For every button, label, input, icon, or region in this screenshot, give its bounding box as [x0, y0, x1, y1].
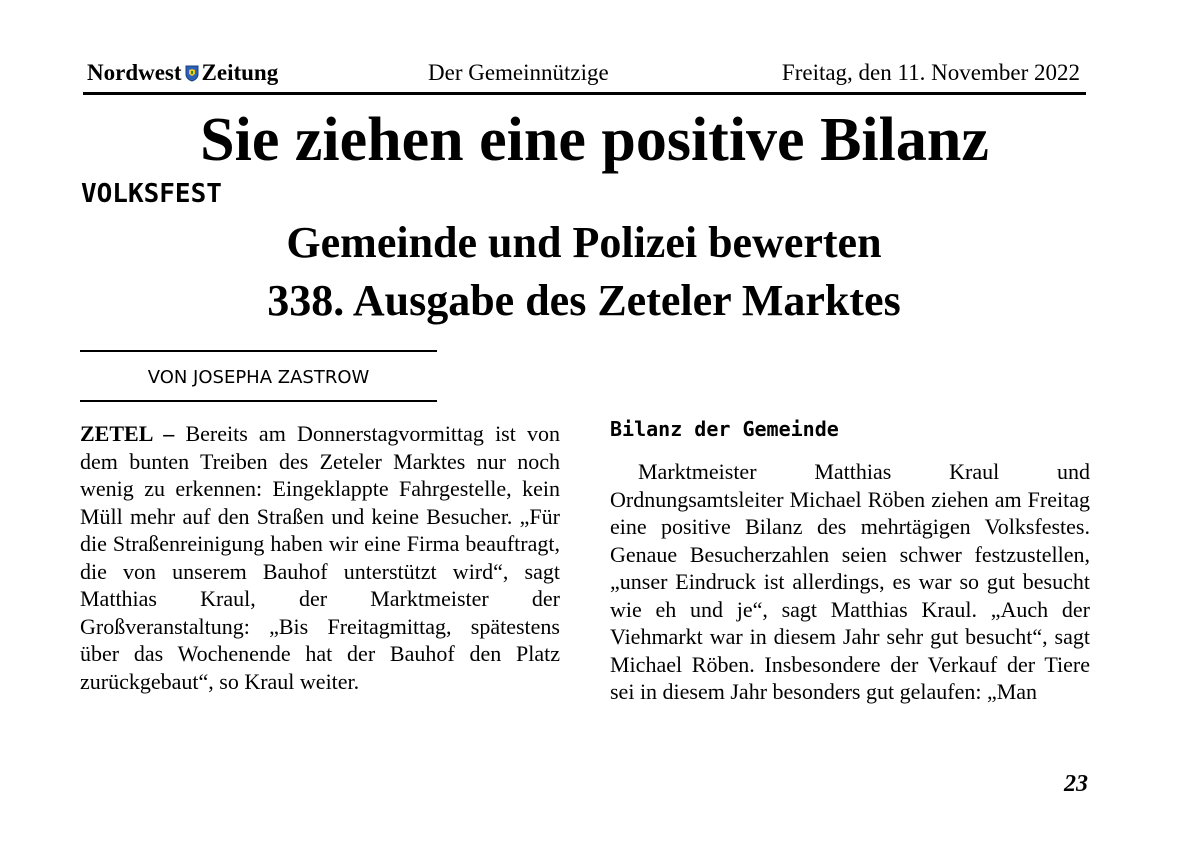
paragraph-2: Marktmeister Matthias Kraul und Ordnungsamtsleiter Michael Röben ziehen am Freitag eine positive Bilanz des mehrtägigen Volksfestes. Genaue Besucherzahlen seien schwer festzustellen, „unser Eindruck ist allerdings, es war so gut besucht wie eh und je“, sagt Matthias Kraul. „Auch der Viehmarkt war in diesem Jahr sehr gut besucht“, sagt Michael Röben. Insbesondere der Verkauf der Tiere sei in diesem Jahr besonders gut gelaufen: „Man: [610, 459, 1090, 704]
masthead: [83, 58, 1086, 95]
paragraph-1: Bereits am Donnerstagvormittag ist von dem bunten Treiben des Zeteler Marktes nur noch wenig zu erkennen: Eingeklappte Fahrgestelle, kein Müll mehr auf den Straßen und keine Besucher. „Für die Straßenreinigung haben wir eine Firma beauftragt, die von unserem Bauhof unterstützt wird“, sagt Matthias Kraul, der Marktmeister der Großveranstaltung: „Bis Freitagmittag, spätestens über das Wochenende hat der Bauhof den Platz zurückgebaut“, so Kraul weiter.: [80, 421, 561, 694]
issue-date: Freitag, den 11. November 2022: [781, 60, 1080, 85]
subheadline-line-1: Gemeinde und Polizei bewerten: [286, 218, 882, 267]
newspaper-name-right: Zeitung: [201, 60, 279, 85]
headline: Sie ziehen eine positive Bilanz: [200, 106, 989, 174]
byline: VON JOSEPHA ZASTROW: [147, 367, 370, 388]
newspaper-name: [87, 60, 278, 86]
page-number: 23: [1064, 771, 1088, 797]
byline-box: [80, 350, 437, 402]
kicker: VOLKSFEST: [81, 179, 222, 209]
coat-of-arms-icon: [185, 65, 199, 82]
section-heading: Bilanz der Gemeinde: [610, 417, 839, 441]
article-column-2: [610, 458, 1090, 706]
dateline: ZETEL –: [80, 421, 175, 446]
section-name: Der Gemeinnützige: [428, 60, 609, 85]
article-column-1: [80, 420, 560, 695]
subheadline: [0, 214, 1168, 330]
subheadline-line-2: 338. Ausgabe des Zeteler Marktes: [267, 276, 901, 325]
newspaper-name-left: Nordwest: [87, 60, 182, 85]
